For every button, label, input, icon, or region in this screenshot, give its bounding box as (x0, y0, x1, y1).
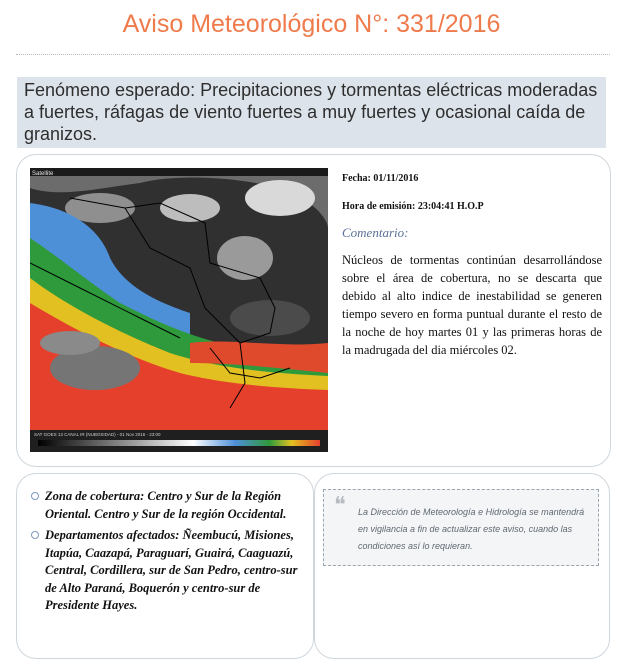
page-title: Aviso Meteorológico N°: 331/2016 (122, 10, 501, 38)
title-divider (16, 54, 610, 55)
affected-departments-text: Departamentos afectados: Ñeembucú, Misiones, Itapúa, Caazapá, Paraguarí, Guairá, Caaguazú, Central, Cordillera, sur de San Pedro, centro-sur de Alto Paraná, Boquerón y centro-sur de Presidente Hayes. (45, 528, 298, 612)
satellite-caption: SAT GOES 13 CANAL IR (NUBOSIDAD) - 01 Nov 2016 - 23:00 (34, 432, 161, 437)
note-card (314, 473, 610, 659)
bullet-icon (31, 492, 39, 500)
main-card (16, 154, 611, 467)
comment-heading: Comentario: (342, 225, 409, 240)
quote-icon: ❝ (334, 493, 346, 518)
satellite-logo: Satellite (32, 171, 54, 177)
coverage-zone-text: Zona de cobertura: Centro y Sur de la Región Oriental. Centro y Sur de la región Occidental. (45, 489, 287, 521)
note-quote (323, 489, 599, 566)
coverage-card (16, 473, 314, 659)
coverage-zone-item (31, 488, 301, 523)
satellite-image (30, 168, 328, 452)
note-text: La Dirección de Meteorología e Hidrología se mantendrá en vigilancia a fin de actualizar este aviso, cuando las condiciones así lo requieran. (358, 507, 585, 551)
issue-time: Hora de emisión: 23:04:41 H.O.P (342, 201, 484, 212)
affected-departments-item (31, 527, 301, 615)
issue-date: Fecha: 01/11/2016 (342, 173, 419, 184)
bullet-icon (31, 531, 39, 539)
color-scale (38, 440, 320, 446)
comment-body: Núcleos de tormentas continúan desarrollándose sobre el área de cobertura, no se descarta que debido al alto indice de inestabilidad se generen tiempo severo en forma puntual durante el resto de la noche de hoy martes 01 y las primeras horas de la madrugada del dia miércoles 02. (342, 253, 602, 357)
phenomenon-banner: Fenómeno esperado: Precipitaciones y tormentas eléctricas moderadas a fuertes, ráfagas de viento fuertes a muy fuertes y ocasional caída de granizos. (17, 77, 606, 148)
